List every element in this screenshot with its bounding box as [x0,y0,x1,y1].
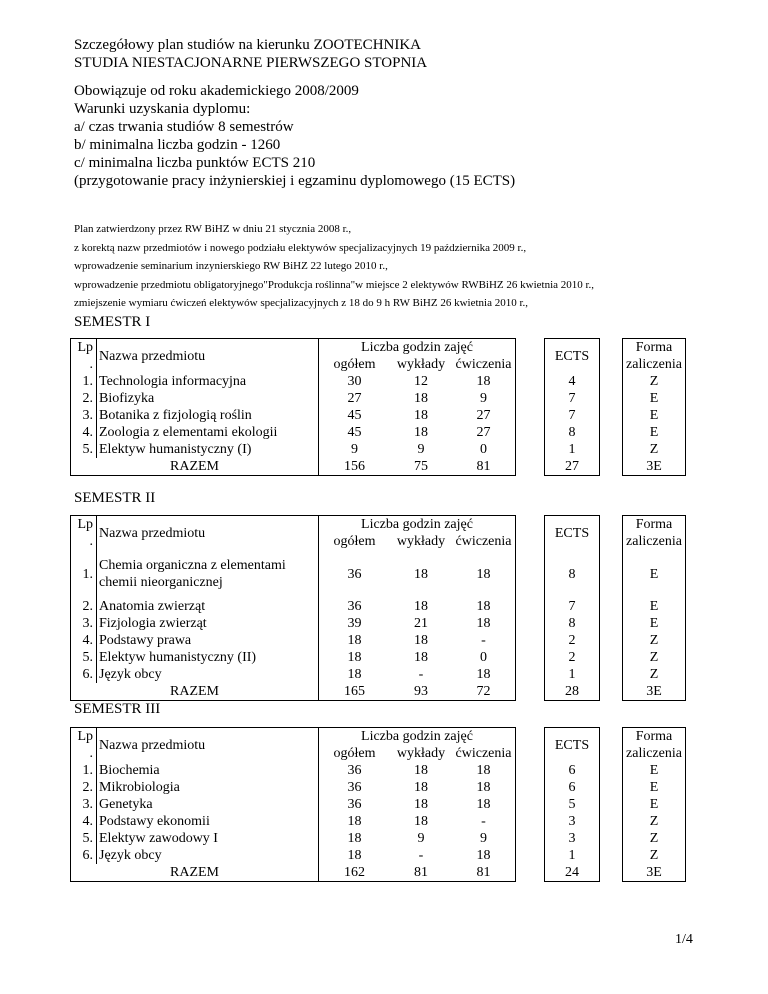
total-hours: 18 [347,633,362,648]
total-hours: 36 [347,599,362,614]
subject-name: Biofizyka [97,390,319,407]
table-row [71,830,686,847]
subject-name: Elektyw zawodowy I [97,830,319,847]
lecture-hours: 18 [414,425,428,440]
row-number: 5. [71,441,97,458]
table-row [71,441,686,458]
semester-3-title: SEMESTR III [74,701,161,717]
subject-name: Podstawy ekonomii [97,813,319,830]
table-row [71,550,686,598]
exercise-hours: - [452,632,516,649]
approval-notes [74,220,594,313]
total-row [71,864,686,882]
lecture-hours: 18 [414,797,428,812]
lp-header-dot: . [71,356,97,373]
sum-exercise-hours: 81 [452,864,516,882]
row-number: 3. [71,796,97,813]
assessment-form: E [623,390,686,407]
ects-points: 1 [545,847,600,864]
total-hours: 27 [347,391,362,406]
sum-ects: 28 [545,683,600,701]
subject-name-header: Nazwa przedmiotu [97,728,319,763]
sum-total-hours: 165 [319,683,391,701]
table-row [71,847,686,864]
sum-ects: 24 [545,864,600,882]
exercise-hours: 0 [452,649,516,666]
total-hours: 18 [347,848,362,863]
subject-name: Język obcy [97,847,319,864]
exercise-hours: 18 [452,796,516,813]
lectures-header: wykłady [396,746,446,761]
note-line: wprowadzenie przedmiotu obligatoryjnego"Produkcja roślinna"w miejsce 2 elektywów RWBiHZ 26 kwietnia 2010 r., [74,278,595,291]
sum-ects: 27 [545,458,600,476]
lp-header: Lp [71,728,97,746]
assessment-form: E [623,598,686,615]
lecture-hours: 9 [417,442,425,457]
semester-2-table [70,515,686,701]
lecture-hours: 18 [414,814,428,829]
subject-name: Genetyka [97,796,319,813]
ects-points: 7 [545,407,600,424]
total-header: ogółem [333,534,376,549]
sum-total-hours: 162 [319,864,391,882]
row-number: 5. [71,649,97,666]
sum-lecture-hours: 75 [390,458,452,476]
sum-exams: 3E [623,683,686,701]
page-number: 1/4 [675,932,693,947]
form-header-bottom: zaliczenia [623,533,686,550]
assessment-form: E [623,407,686,424]
table-row [71,649,686,666]
total-hours: 45 [347,408,362,423]
total-label: RAZEM [71,864,319,882]
row-number: 5. [71,830,97,847]
sum-exams: 3E [623,864,686,882]
ects-points: 2 [545,632,600,649]
ects-points: 1 [545,441,600,458]
ects-points: 8 [545,550,600,598]
condition-b-line: b/ minimalna liczba godzin - 1260 [74,137,281,153]
subject-name: Botanika z fizjologią roślin [97,407,319,424]
form-header-top: Forma [623,339,686,357]
total-hours: 9 [351,442,358,457]
assessment-form: Z [623,813,686,830]
ects-points: 1 [545,666,600,683]
lecture-hours: 18 [414,780,428,795]
hours-group-header: Liczba godzin zajęć [319,516,516,534]
table-row [71,762,686,779]
lecture-hours: 18 [414,566,428,582]
table-row [71,666,686,683]
lp-header: Lp [71,516,97,534]
subject-name: Mikrobiologia [97,779,319,796]
ects-points: 4 [545,373,600,390]
note-line: wprowadzenie seminarium inzynierskiego RW BiHZ 22 lutego 2010 r., [74,260,388,272]
table-row [71,796,686,813]
subject-name: Zoologia z elementami ekologii [97,424,319,441]
sum-exercise-hours: 72 [452,683,516,701]
exercise-hours: 9 [452,390,516,407]
row-number: 1. [71,373,97,390]
document-header [74,36,515,190]
exercise-hours: 9 [452,830,516,847]
assessment-form: Z [623,441,686,458]
ects-points: 8 [545,424,600,441]
lecture-hours: 18 [414,599,428,614]
total-hours: 18 [347,667,362,682]
lecture-hours: 9 [417,831,425,846]
row-number: 4. [71,424,97,441]
exercise-hours: 18 [452,762,516,779]
row-number: 2. [71,598,97,615]
table-row [71,598,686,615]
lp-header-dot: . [71,533,97,550]
row-number: 4. [71,813,97,830]
total-header: ogółem [333,746,376,761]
total-hours: 36 [347,763,362,778]
sum-total-hours: 156 [319,458,391,476]
assessment-form: E [623,779,686,796]
note-line: z korektą nazw przedmiotów i nowego podziału elektywów specjalizacyjnych 19 października 2009 r., [74,241,527,254]
table-row [71,615,686,632]
row-number: 2. [71,779,97,796]
condition-a-line: a/ czas trwania studiów 8 semestrów [74,119,294,135]
exercise-hours: 27 [452,407,516,424]
subject-name-line-1: Chemia organiczna z elementami [99,558,286,573]
total-hours: 36 [347,566,362,582]
total-hours: 45 [347,425,362,440]
row-number: 6. [71,666,97,683]
total-hours: 30 [347,374,362,389]
exercise-hours: 27 [452,424,516,441]
lecture-hours: - [418,848,424,863]
exercises-header: ćwiczenia [452,356,516,373]
exercise-hours: 18 [452,779,516,796]
sum-exams: 3E [623,458,686,476]
assessment-form: Z [623,373,686,390]
row-number: 3. [71,615,97,632]
ects-points: 6 [545,762,600,779]
form-header-bottom: zaliczenia [623,745,686,762]
total-hours: 18 [347,814,362,829]
ects-points: 7 [545,390,600,407]
assessment-form: Z [623,830,686,847]
assessment-form: E [623,550,686,598]
semester-1-table [70,338,686,476]
ects-points: 5 [545,796,600,813]
subject-name: Fizjologia zwierząt [97,615,319,632]
ects-header: ECTS [545,516,600,551]
subject-name: Elektyw humanistyczny (II) [97,649,319,666]
note-line: Plan zatwierdzony przez RW BiHZ w dniu 21 stycznia 2008 r., [74,223,352,235]
ects-points: 3 [545,830,600,847]
title-line-1: Szczegółowy plan studiów na kierunku ZOOTECHNIKA [74,37,422,53]
semester-2-title: SEMESTR II [74,490,156,506]
semester-1-title: SEMESTR I [74,314,151,330]
hours-group-header: Liczba godzin zajęć [319,728,516,746]
diploma-conditions-line: Warunki uzyskania dyplomu: [74,101,251,117]
subject-name: Technologia informacyjna [97,373,319,390]
lp-header-dot: . [71,745,97,762]
assessment-form: Z [623,666,686,683]
form-header-top: Forma [623,516,686,534]
lectures-header: wykłady [396,534,446,549]
table-row [71,424,686,441]
assessment-form: Z [623,632,686,649]
exercise-hours: 18 [452,373,516,390]
total-hours: 36 [347,780,362,795]
total-row [71,683,686,701]
total-label: RAZEM [71,683,319,701]
sum-lecture-hours: 93 [390,683,452,701]
exercise-hours: 18 [452,615,516,632]
ects-points: 7 [545,598,600,615]
lecture-hours: 18 [414,391,428,406]
subject-name [97,550,319,598]
table-row [71,390,686,407]
assessment-form: Z [623,649,686,666]
assessment-form: E [623,615,686,632]
table-row [71,779,686,796]
exercise-hours: 18 [452,847,516,864]
table-row [71,407,686,424]
subject-name-header: Nazwa przedmiotu [97,516,319,551]
exercise-hours: 18 [452,550,516,598]
total-hours: 18 [347,650,362,665]
assessment-form: E [623,762,686,779]
lecture-hours: 21 [414,616,428,631]
exercises-header: ćwiczenia [452,533,516,550]
assessment-form: E [623,796,686,813]
semester-3-table [70,727,686,882]
subject-name: Biochemia [97,762,319,779]
total-hours: 18 [347,831,362,846]
lecture-hours: - [418,667,424,682]
subject-name: Anatomia zwierząt [97,598,319,615]
row-number: 2. [71,390,97,407]
title-line-2: STUDIA NIESTACJONARNE PIERWSZEGO STOPNIA [74,55,428,71]
form-header-top: Forma [623,728,686,746]
hours-group-header: Liczba godzin zajęć [319,339,516,357]
lecture-hours: 18 [414,650,428,665]
row-number: 6. [71,847,97,864]
sum-lecture-hours: 81 [390,864,452,882]
row-number: 4. [71,632,97,649]
ects-points: 2 [545,649,600,666]
lecture-hours: 18 [414,408,428,423]
note-line: zmiejszenie wymiaru ćwiczeń elektywów specjalizacyjnych z 18 do 9 h RW BiHZ 26 kwietnia 2010 r., [74,297,529,309]
subject-name: Elektyw humanistyczny (I) [97,441,319,458]
table-row [71,373,686,390]
row-number: 3. [71,407,97,424]
ects-header: ECTS [545,728,600,763]
assessment-form: Z [623,847,686,864]
row-number: 1. [71,550,97,598]
subject-name-line-2: chemii nieorganicznej [99,575,223,590]
form-header-bottom: zaliczenia [623,356,686,373]
exercise-hours: - [452,813,516,830]
total-label: RAZEM [71,458,319,476]
ects-points: 6 [545,779,600,796]
lecture-hours: 18 [414,633,428,648]
exercises-header: ćwiczenia [452,745,516,762]
row-number: 1. [71,762,97,779]
sum-exercise-hours: 81 [452,458,516,476]
lecture-hours: 18 [414,763,428,778]
exercise-hours: 18 [452,666,516,683]
condition-c-line: c/ minimalna liczba punktów ECTS 210 [74,155,316,171]
total-row [71,458,686,476]
total-hours: 39 [347,616,362,631]
condition-note-line: (przygotowanie pracy inżynierskiej i egzaminu dyplomowego (15 ECTS) [74,173,516,189]
ects-points: 8 [545,615,600,632]
ects-points: 3 [545,813,600,830]
total-header: ogółem [333,357,376,372]
subject-name: Język obcy [97,666,319,683]
table-row [71,632,686,649]
ects-header: ECTS [545,339,600,374]
exercise-hours: 0 [452,441,516,458]
subject-name: Podstawy prawa [97,632,319,649]
lp-header: Lp [71,339,97,357]
lectures-header: wykłady [396,357,446,372]
valid-from-line: Obowiązuje od roku akademickiego 2008/2009 [74,83,359,99]
assessment-form: E [623,424,686,441]
table-row [71,813,686,830]
lecture-hours: 12 [414,374,428,389]
exercise-hours: 18 [452,598,516,615]
subject-name-header: Nazwa przedmiotu [97,339,319,374]
total-hours: 36 [347,797,362,812]
